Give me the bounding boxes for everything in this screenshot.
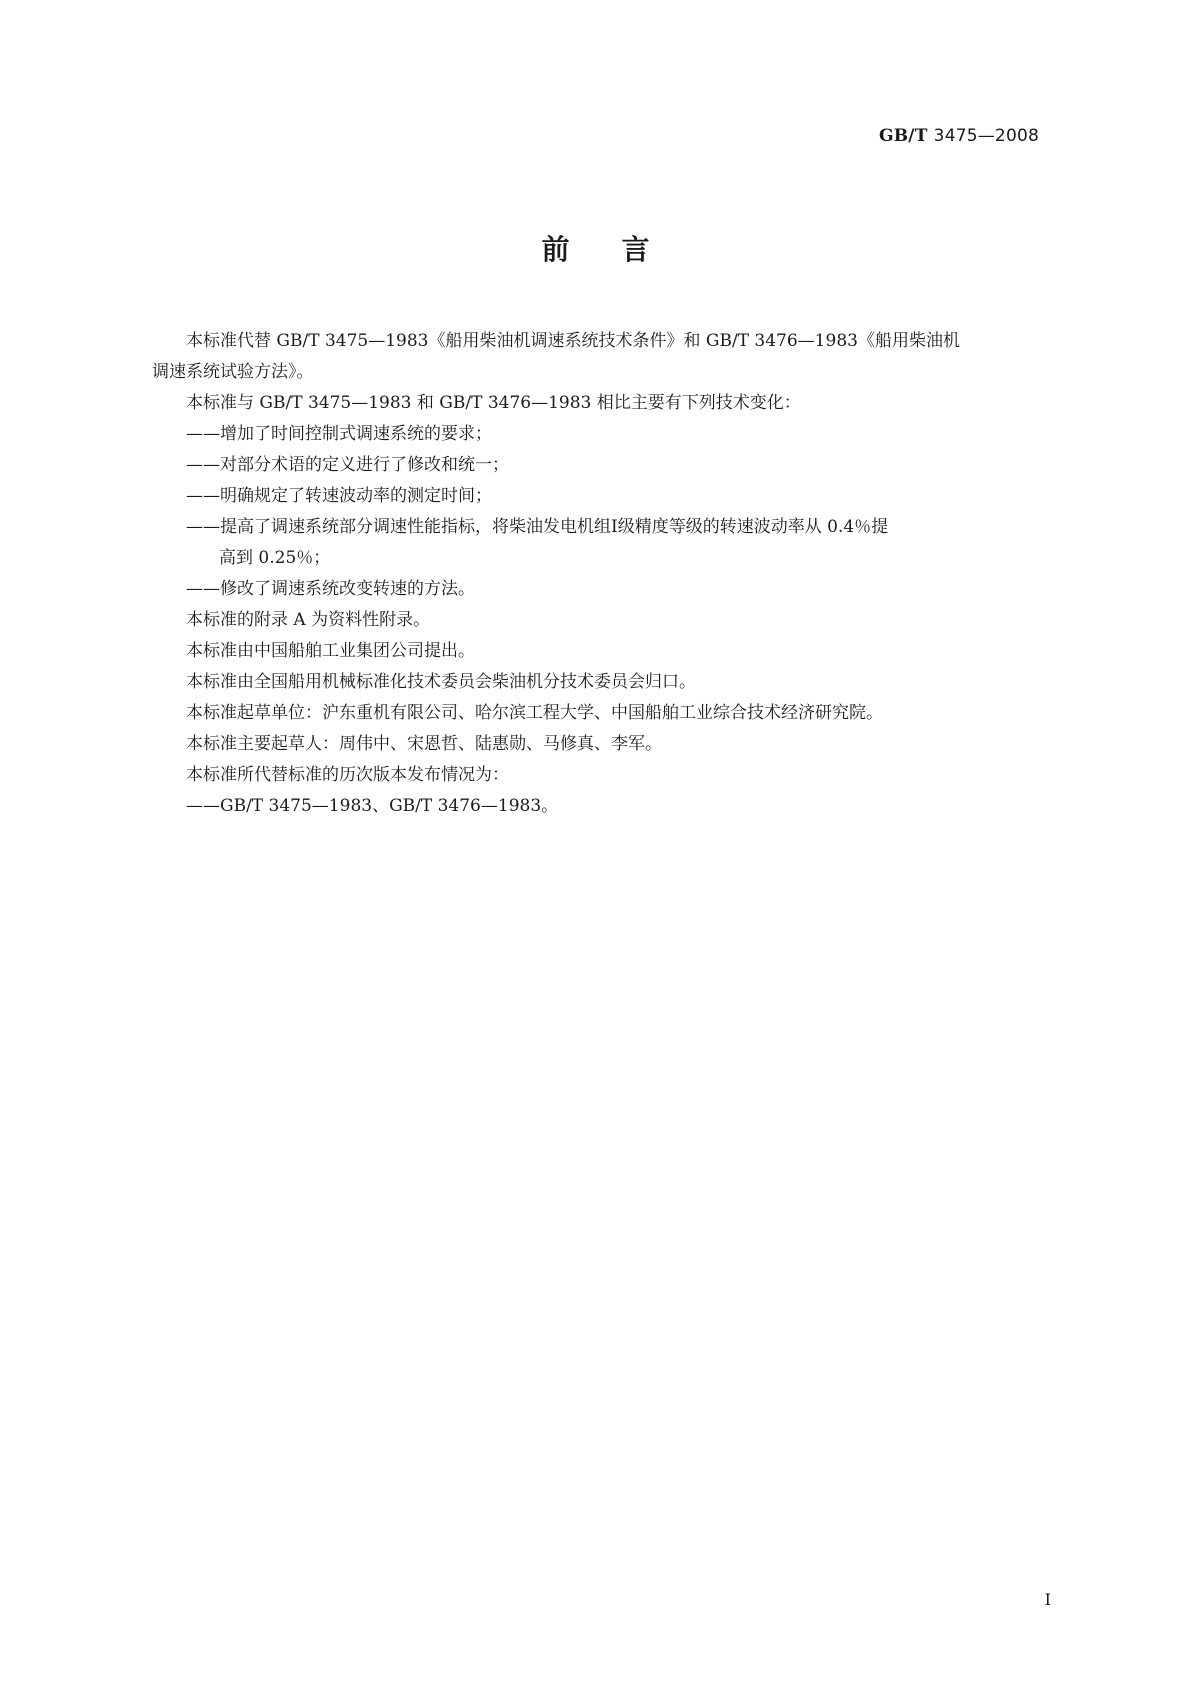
paragraph: 本标准所代替标准的历次版本发布情况为： <box>186 765 509 785</box>
paragraph: 本标准由中国船舶工业集团公司提出。 <box>186 641 475 661</box>
page-number: I <box>1044 1590 1051 1609</box>
list-item: ——对部分术语的定义进行了修改和统一； <box>186 455 509 475</box>
list-item: ——增加了时间控制式调速系统的要求； <box>186 424 492 444</box>
standard-code <box>879 126 1039 146</box>
paragraph: 本标准与 GB/T 3475—1983 和 GB/T 3476—1983 相比主要有下列技术变化： <box>186 393 801 413</box>
paragraph: 本标准代替 GB/T 3475—1983《船用柴油机调速系统技术条件》和 GB/T 3476—1983《船用柴油机 <box>186 331 960 351</box>
paragraph: 本标准的附录 A 为资料性附录。 <box>186 610 431 630</box>
standard-code-number: 3475—2008 <box>933 126 1039 146</box>
list-item: ——明确规定了转速波动率的测定时间； <box>186 486 492 506</box>
paragraph: 本标准主要起草人：周伟中、宋恩哲、陆惠勋、马修真、李军。 <box>186 734 662 754</box>
paragraph-continuation: 调速系统试验方法》。 <box>152 362 314 382</box>
standard-code-prefix: GB/T <box>879 126 928 146</box>
page-title: 前言 <box>541 233 702 266</box>
list-item: ——提高了调速系统部分调速性能指标，将柴油发电机组Ⅰ级精度等级的转速波动率从 0.4％提 <box>186 517 889 537</box>
paragraph: 本标准起草单位：沪东重机有限公司、哈尔滨工程大学、中国船舶工业综合技术经济研究院。 <box>186 703 883 723</box>
list-item-continuation: 高到 0.25％； <box>219 548 331 568</box>
list-item: ——GB/T 3475—1983、GB/T 3476—1983。 <box>186 796 559 816</box>
paragraph: 本标准由全国船用机械标准化技术委员会柴油机分技术委员会归口。 <box>186 672 696 692</box>
list-item: ——修改了调速系统改变转速的方法。 <box>186 579 475 599</box>
foreword-body <box>152 326 1056 822</box>
